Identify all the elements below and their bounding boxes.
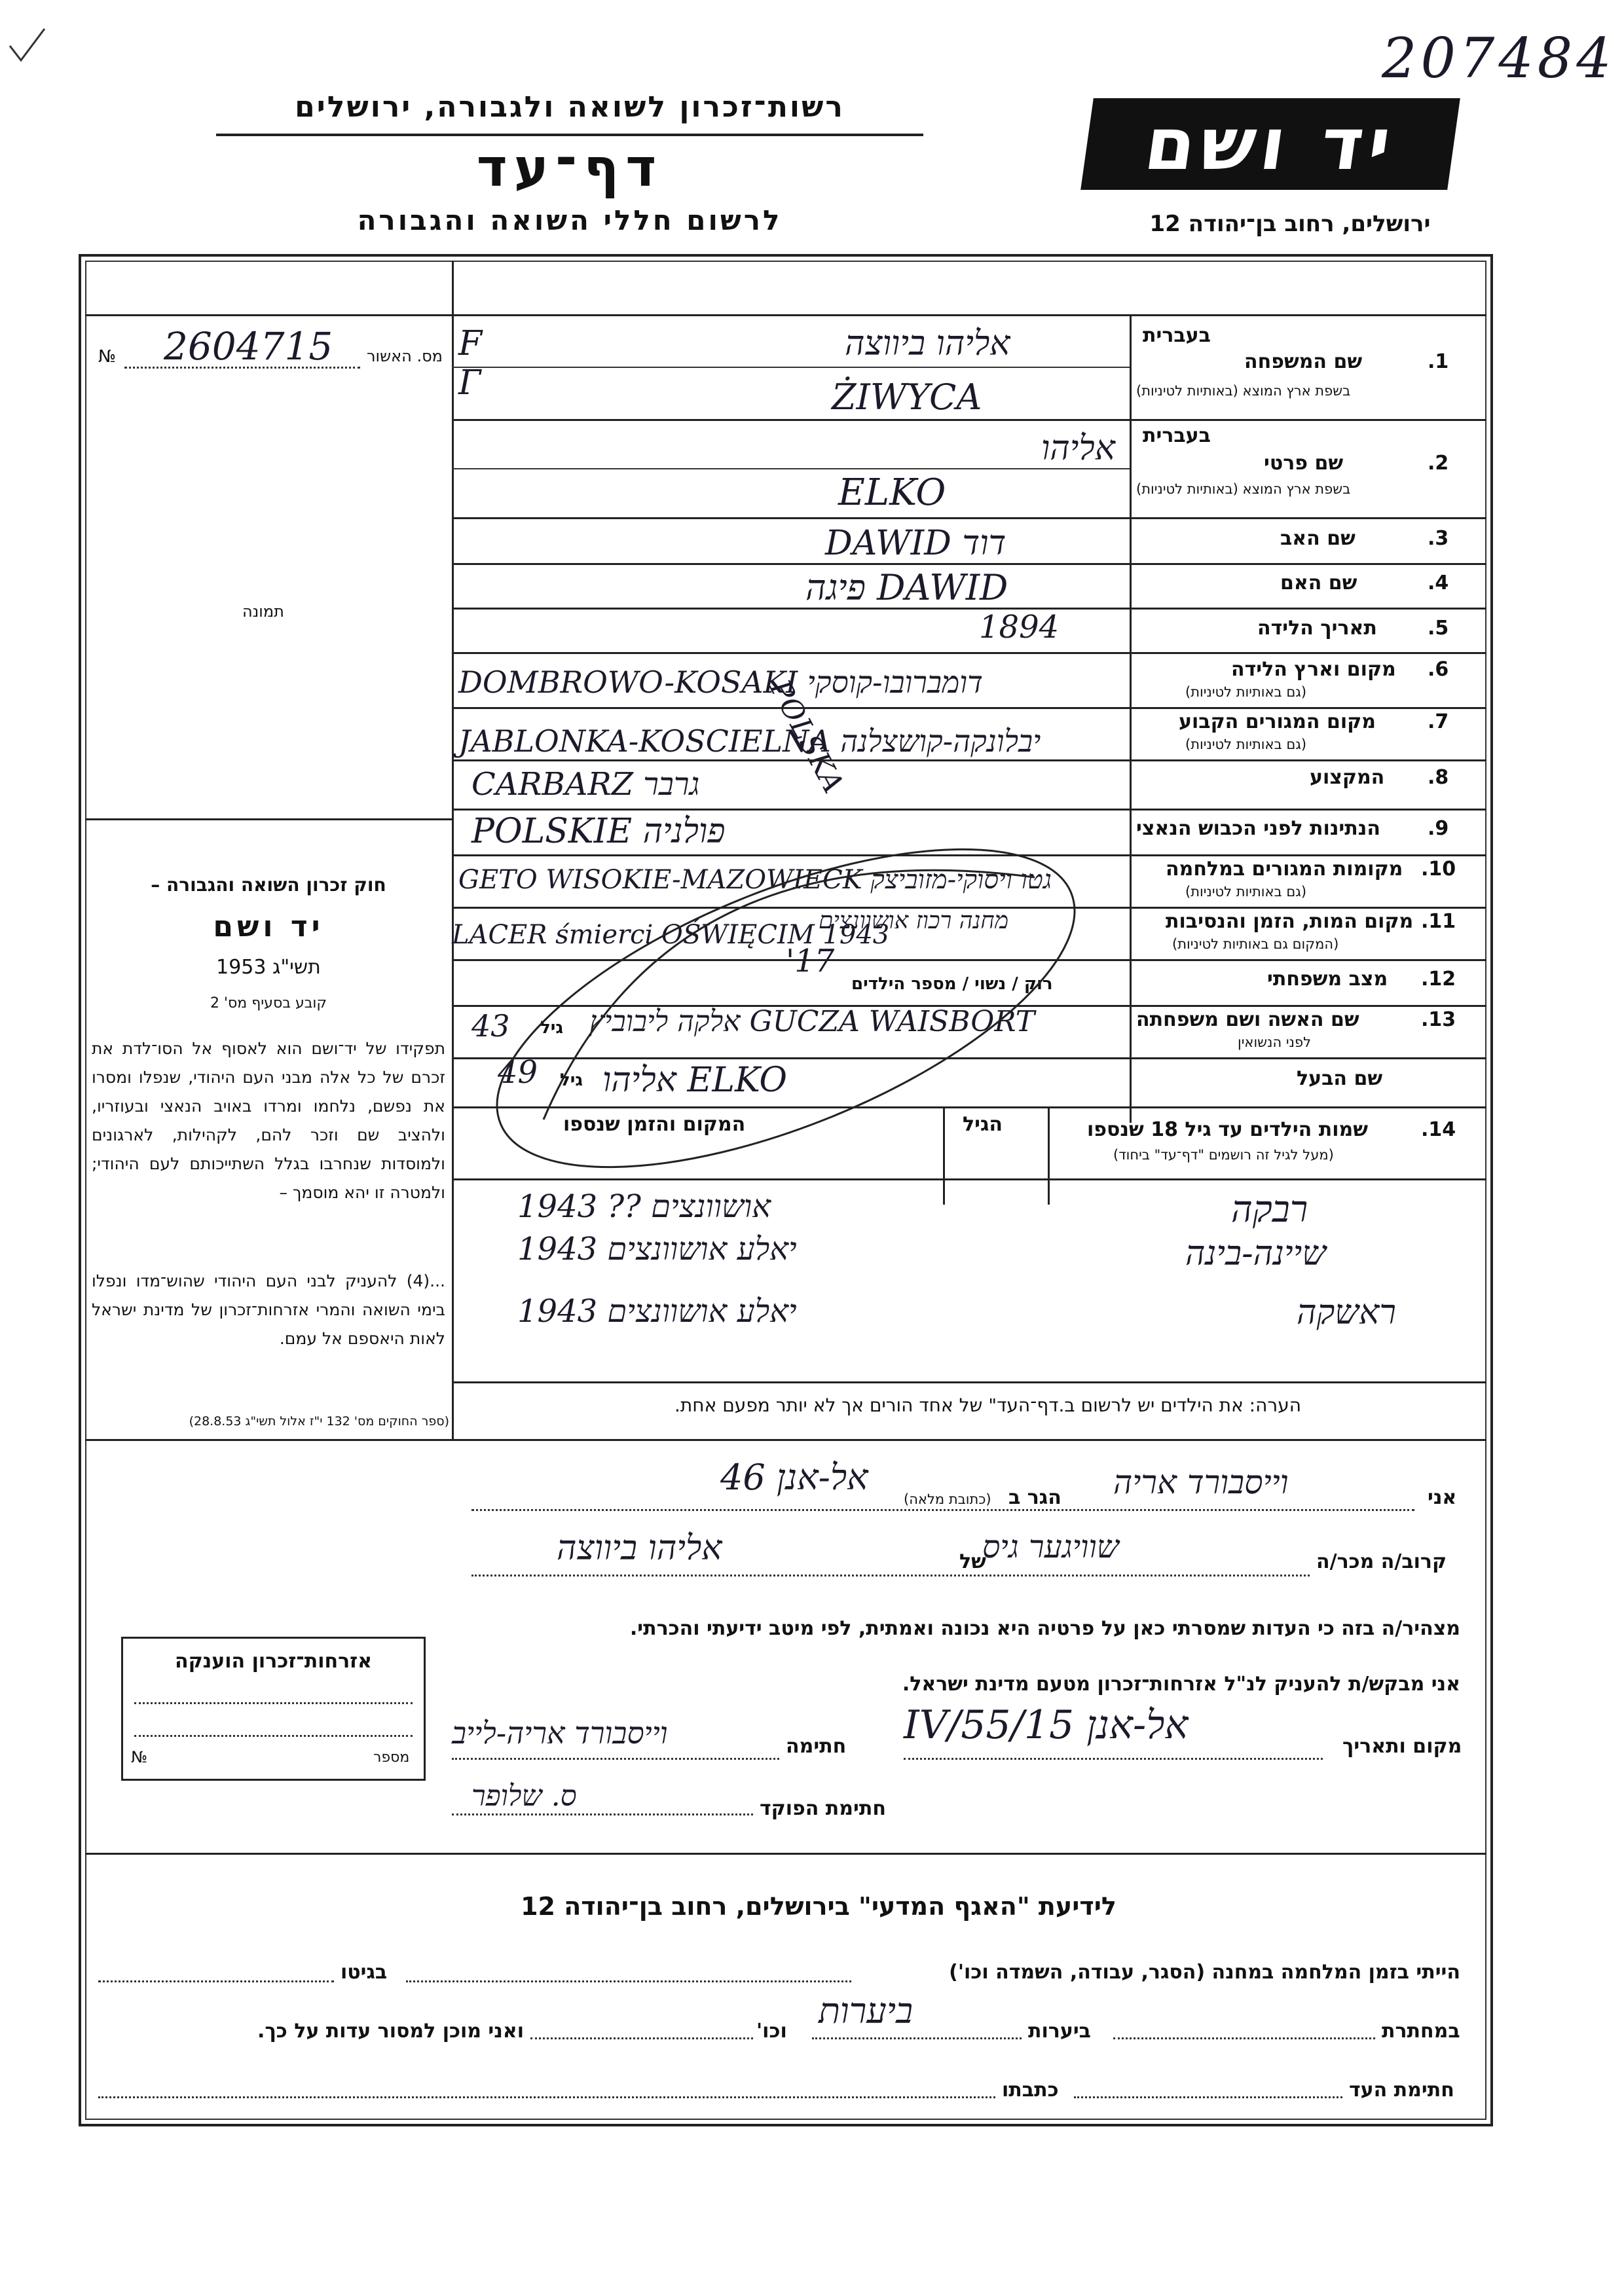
approval-label: מס. האשור: [367, 347, 443, 365]
field-13-age-label: גיל: [540, 1018, 564, 1038]
approval-value[interactable]: 2604715: [164, 324, 333, 369]
signature-value[interactable]: וייסבורד אריה-לייב: [452, 1715, 668, 1751]
field-4-label: שם האם: [1280, 572, 1357, 594]
field-13-num: 13.: [1421, 1008, 1456, 1031]
field-10-num: 10.: [1421, 858, 1456, 881]
husband-age[interactable]: 49: [498, 1054, 538, 1091]
field-1-label: שם המשפחה: [1244, 350, 1363, 373]
children-sub: (מעל לגיל זה רושמים "דף־עד" ביחוד): [1113, 1147, 1334, 1163]
field-2-hebrew-tag: בעברית: [1143, 424, 1211, 447]
children-place-header: המקום והזמן שנספו: [563, 1113, 746, 1136]
child-2-name[interactable]: שיינה-בינה: [1185, 1234, 1327, 1273]
form-subtitle: לרשום חללי השואה והגבורה: [357, 204, 783, 236]
field-4-num: 4.: [1428, 572, 1449, 594]
witness-signature-label: חתימת העד: [1349, 2079, 1454, 2102]
field-7-value[interactable]: JABLONKA-KOSCIELNA יבלונקה-קושצלנה: [458, 723, 1041, 759]
check-mark: [7, 26, 46, 65]
signature-label: חתימה: [786, 1735, 847, 1758]
field-12-sub: רוק / נשוי / מספר הילדים: [851, 974, 1053, 994]
field-2-label: שם פרטי: [1264, 452, 1344, 475]
address: ירושלים, רחוב בן־יהודה 12: [1149, 211, 1431, 237]
citizenship-box-title: אזרחות־זכרון הוענקה: [174, 1650, 373, 1673]
child-1-name[interactable]: רבקה: [1231, 1188, 1308, 1231]
field-13-sub: לפני הנשואין: [1238, 1034, 1312, 1050]
field-9-label: הנתינות לפני הכבוש הנאצי: [1136, 817, 1380, 840]
declarant-address[interactable]: אל-אנן 46: [720, 1457, 868, 1498]
field-11-sub: (המקום גם באותיות לטיניות): [1172, 936, 1339, 952]
field-2-num: 2.: [1428, 452, 1449, 475]
field-4-value[interactable]: פיגה DAWID: [805, 567, 1008, 608]
field-5-label: תאריך הלידה: [1257, 617, 1377, 640]
field-8-value[interactable]: CARBARZ גרבר: [471, 766, 700, 803]
field-12-label: מצב משפחתי: [1267, 968, 1388, 991]
law-clause: קובע בסעיף מס' 2: [210, 995, 327, 1011]
field-10-sub: (גם באותיות לטיניות): [1185, 884, 1307, 900]
footer-forests-label: ביערות: [1028, 2020, 1091, 2043]
child-1-place[interactable]: 1943 ?? אושוונצים: [517, 1188, 771, 1225]
photo-box-bottom: [85, 818, 452, 820]
footer-ready-text: ואני מוכן למסור עדות על כך.: [257, 2020, 524, 2043]
husband-label: שם הבעל: [1297, 1067, 1383, 1090]
request-text: אני מבקש/ת להעניק לנ"ל אזרחות־זכרון מטעם מדינת ישראל.: [902, 1673, 1460, 1696]
law-name: יד ושם: [213, 910, 324, 943]
declarant-address-hint: (כתובת מלאה): [904, 1491, 991, 1507]
child-2-place[interactable]: 1943 יאלע אושוונצים: [517, 1231, 797, 1267]
field-5-value[interactable]: 1894: [979, 609, 1060, 646]
child-3-name[interactable]: ראשקה: [1297, 1293, 1396, 1332]
field-11-value-hebrew[interactable]: מחנה רכוז אושוונצים: [819, 907, 1009, 934]
relative-value[interactable]: שוויגער גיס: [982, 1529, 1119, 1565]
field-1-sub: בשפת ארץ המוצא (באותיות לטיניות): [1136, 383, 1351, 399]
children-num: 14.: [1421, 1118, 1456, 1141]
document-number: 207484: [1382, 26, 1615, 90]
field-8-label: המקצוע: [1310, 766, 1385, 789]
children-note: הערה: את הילדים יש לרשום ב.דף־העד" של אחד הורים אך לא יותר מפעם אחת.: [674, 1394, 1302, 1416]
footer-title: לידיעת "האגף המדעי" בירושלים, רחוב בן־יהודה 12: [521, 1892, 1116, 1921]
authority-underline: [216, 134, 923, 136]
field-13-value[interactable]: אלקה ליבוביץ GUCZA WAISBORT: [589, 1005, 1035, 1038]
field-12-num: 12.: [1421, 968, 1456, 991]
field-6-sub: (גם באותיות לטיניות): [1185, 684, 1307, 700]
relative-of-value[interactable]: אליהו ביווצה: [557, 1529, 722, 1568]
field-8-num: 8.: [1428, 766, 1449, 789]
field-3-label: שם האב: [1280, 527, 1356, 550]
citizenship-no-label: №: [131, 1748, 147, 1766]
field-6-value[interactable]: DOMBROWO-KOSAKI דומברובו-קוסקי: [458, 665, 983, 700]
footer-forests-value[interactable]: ביערות: [819, 1990, 913, 2032]
label-column-divider: [1130, 314, 1132, 1123]
field-7-num: 7.: [1428, 710, 1449, 733]
field-3-value[interactable]: DAWID דוד: [825, 524, 1006, 563]
citizenship-number-label: מספר: [373, 1749, 410, 1766]
field-9-num: 9.: [1428, 817, 1449, 840]
field-5-num: 5.: [1428, 617, 1449, 640]
field-11-value[interactable]: LACER śmierci OŚWIĘCIM 1943: [452, 920, 890, 950]
field-10-label: מקומות המגורים במלחמה: [1166, 858, 1403, 881]
law-text-2: ...(4) להעניק לבני העם היהודי שהוש־מדו ונפלו בימי השואה והמרי אזרחות־זכרון של מדינת ישראל לאות היאספם אל עמם.: [92, 1271, 445, 1348]
law-text-1: תפקידו של יד־ושם הוא לאסוף אל הסו־לדת את זכרם של כל אלה מבני העם היהודי, שנפלו ומסרו את נפשם, נלחמו ומרדו באויב הנאצי ובעוזריו, ולהציב שם וזכר להם, לקהילות, לארגונים ולמוסדות שנחרבו בגלל השתייכותם לעם היהודי; ולמטרה זו יהא מוסמך –: [92, 1039, 445, 1202]
place-date-value[interactable]: אל-אנן 15/IV/55: [904, 1702, 1189, 1748]
field-3-num: 3.: [1428, 527, 1449, 550]
field-11-num: 11.: [1421, 910, 1456, 933]
field-1-value-hebrew[interactable]: אליהו ביווצה: [845, 324, 1010, 363]
field-11-label: מקום המות, הזמן והנסיבות: [1166, 910, 1414, 933]
field-1-num: 1.: [1428, 350, 1449, 373]
husband-value[interactable]: אליהו ELKO: [602, 1061, 788, 1100]
declarant-name[interactable]: וייסבורד אריה: [1113, 1463, 1289, 1501]
declarant-lives-label: הגר ב: [1008, 1486, 1061, 1509]
yad-vashem-logo: יד ושם: [1080, 98, 1460, 190]
field-13-age[interactable]: 43: [471, 1008, 510, 1044]
law-title: חוק זכרון השואה והגבורה –: [151, 874, 386, 896]
field-12-value[interactable]: '17: [786, 943, 835, 979]
footer-ghetto-label: בגיטו: [341, 1961, 388, 1984]
field-1-value-latin[interactable]: ŻIWYCA: [832, 376, 982, 418]
photo-label: תמונה: [242, 602, 284, 621]
field-2-sub: בשפת ארץ המוצא (באותיות לטיניות): [1136, 481, 1351, 497]
field-2-value-latin[interactable]: ELKO: [838, 471, 946, 514]
clerk-value[interactable]: ס. שלופר: [471, 1779, 577, 1813]
field-7-sub: (גם באותיות לטיניות): [1185, 737, 1307, 752]
field-2-value-hebrew[interactable]: אליהו: [1041, 429, 1115, 468]
law-source: (ספר החוקים מס' 132 י"ז אלול תשי"ג 28.8.53): [189, 1414, 449, 1429]
law-year: תשי"ג 1953: [216, 956, 321, 979]
clerk-label: חתימת הפוקד: [760, 1797, 886, 1820]
field-13-label: שם האשה ושם משפחתה: [1136, 1008, 1359, 1031]
relative-of-label: של: [959, 1550, 986, 1573]
children-age-header: הגיל: [963, 1113, 1003, 1136]
declaration-text: מצהיר/ה בזה כי העדות שמסרתי כאן על פרטיה היא נכונה ואמתית, לפי מיטב ידיעתי והכרתי.: [629, 1617, 1460, 1640]
field-10-value[interactable]: GETO WISOKIE-MAZOWIECK גטו ויסוקי-מזוביצק: [458, 865, 1052, 895]
child-3-place[interactable]: 1943 יאלע אושוונצים: [517, 1293, 797, 1330]
top-header-row: [85, 314, 1486, 316]
field-6-num: 6.: [1428, 658, 1449, 681]
witness-address-label: כתבתו: [1002, 2079, 1059, 2102]
place-date-label: מקום ותאריך: [1342, 1735, 1462, 1758]
footer-etc-label: וכו': [756, 2020, 787, 2043]
field-6-extra: POLSKA: [762, 674, 851, 799]
footer-line-1: הייתי בזמן המלחמה במחנה (הסגר, עבודה, השמדה וכו'): [949, 1961, 1460, 1984]
children-label: שמות הילדים עד גיל 18 שנספו: [1087, 1118, 1368, 1141]
approval-no-label: №: [98, 347, 117, 367]
field-1-hebrew-tag: בעברית: [1143, 324, 1211, 347]
declarant-i-label: אני: [1428, 1486, 1457, 1509]
husband-age-label: גיל: [560, 1070, 583, 1090]
relative-label: קרוב/ה מכר/ה: [1316, 1550, 1447, 1573]
footer-underground-label: במחתרת: [1382, 2020, 1460, 2043]
field-6-label: מקום וארץ הלידה: [1231, 658, 1396, 681]
field-1-marker-1: F: [458, 324, 483, 363]
field-7-label: מקום המגורים הקבוע: [1179, 710, 1376, 733]
form-title: דף־עד: [476, 137, 663, 198]
field-9-value[interactable]: POLSKIE פולניה: [471, 812, 726, 851]
authority-title: רשות־זכרון לשואה ולגבורה, ירושלים: [295, 90, 845, 124]
field-1-marker-2: Г: [458, 363, 481, 403]
